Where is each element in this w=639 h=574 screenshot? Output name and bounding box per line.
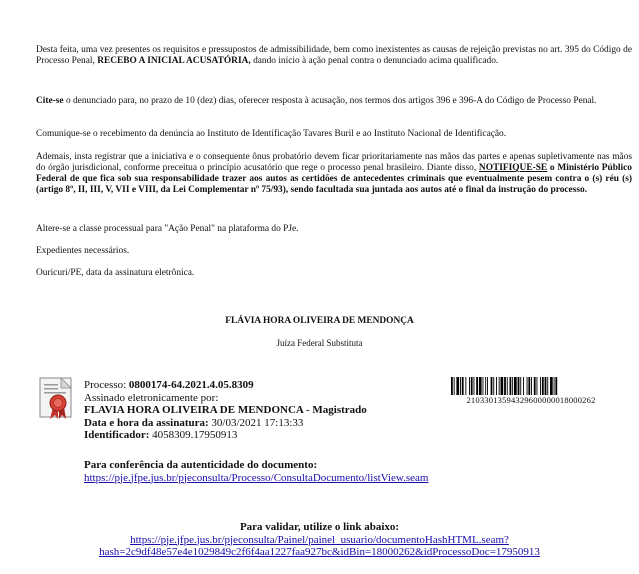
process-label: Processo: — [84, 379, 129, 391]
paragraph-citation-text: o denunciado para, no prazo de 10 (dez) dias, oferecer resposta à acusação, nos termos dos artigos 396 e 396-A do Código de Processo Penal. — [63, 96, 597, 106]
paragraph-receipt-bold: RECEBO A INICIAL ACUSATÓRIA, — [97, 56, 251, 66]
validation-link-line-1[interactable]: https://pje.jfpe.jus.br/pjeconsulta/Painel/painel_usuario/documentoHashHTML.seam? — [130, 533, 509, 546]
paragraph-class-change: Altere-se a classe processual para "Ação Penal" na plataforma do PJe. — [36, 224, 299, 234]
verification-block — [84, 459, 428, 484]
process-line — [84, 379, 444, 392]
paragraph-expedients: Expedientes necessários. — [36, 246, 130, 256]
signer-name: FLAVIA HORA OLIVEIRA DE MENDONCA - Magistrado — [84, 404, 367, 416]
barcode-number: 21033013594329600000018000262 — [466, 395, 596, 405]
paragraph-citation — [36, 96, 632, 107]
paragraph-place-date: Ouricuri/PE, data da assinatura eletrônica. — [36, 268, 195, 278]
signatory-role: Juíza Federal Substituta — [276, 338, 363, 348]
validation-link-line-2[interactable]: hash=2c9df48e57e4e1029849c2f6f4aa1227faa927bc&idBin=18000262&idProcessoDoc=17950913 — [99, 546, 540, 558]
certificate-seal-icon — [39, 377, 75, 421]
paragraph-notification-underlined: NOTIFIQUE-SE — [478, 163, 548, 173]
verification-label: Para conferência da autenticidade do documento: — [84, 459, 318, 471]
paragraph-receipt-text-1: Desta feita, uma vez presentes os requisitos e pressupostos de admissibilidade, bem como inexistentes as causas de rejeição previstas no art. 395 do Código de Processo Penal, — [36, 45, 632, 66]
identifier-label: Identificador: — [84, 429, 150, 441]
paragraph-notification-bold: o Ministério Público Federal de que fica sob sua responsabilidade trazer aos autos as certidões de antecedentes criminais que eventualmente pesem contra o (s) réu (s) (artigo 8º, II, III, V, VII e VIII, da Lei Complementar nº 75/93), sendo facultada sua juntada aos autos até o final da instrução do processo. — [36, 163, 632, 195]
paragraph-communication: Comunique-se o recebimento da denúncia ao Instituto de Identificação Tavares Buril e ao Instituto Nacional de Identificação. — [36, 129, 507, 139]
signature-datetime-line — [84, 417, 444, 430]
validation-block — [0, 521, 639, 559]
signatory-name: FLÁVIA HORA OLIVEIRA DE MENDONÇA — [225, 316, 414, 326]
verification-link[interactable]: https://pje.jfpe.jus.br/pjeconsulta/Processo/ConsultaDocumento/listView.seam — [84, 471, 429, 484]
paragraph-citation-bold: Cite-se — [36, 96, 64, 106]
validation-label: Para validar, utilize o link abaixo: — [239, 521, 400, 533]
signature-block — [84, 379, 444, 442]
paragraph-receipt — [36, 45, 632, 67]
identifier-line — [84, 429, 444, 442]
process-number: 0800174-64.2021.4.05.8309 — [128, 379, 254, 391]
paragraph-notification-text: Ademais, insta registrar que a iniciativa e o consequente ônus probatório devem ficar prioritariamente nas mãos das partes e apenas supletivamente nas mãos do órgão jurisdicional, conforme preceitua o princípio acusatório que rege o processo penal brasileiro. Diante disso, — [36, 152, 632, 173]
identifier-value: 4058309.17950913 — [149, 429, 238, 441]
barcode-graphic — [451, 377, 611, 395]
datetime-value: 30/03/2021 17:13:33 — [208, 416, 304, 429]
signed-label: Assinado eletronicamente por: — [84, 391, 219, 404]
paragraph-notification — [36, 152, 632, 196]
datetime-label: Data e hora da assinatura: — [84, 416, 209, 429]
paragraph-receipt-text-2: dando início à ação penal contra o denunciado acima qualificado. — [250, 56, 499, 66]
